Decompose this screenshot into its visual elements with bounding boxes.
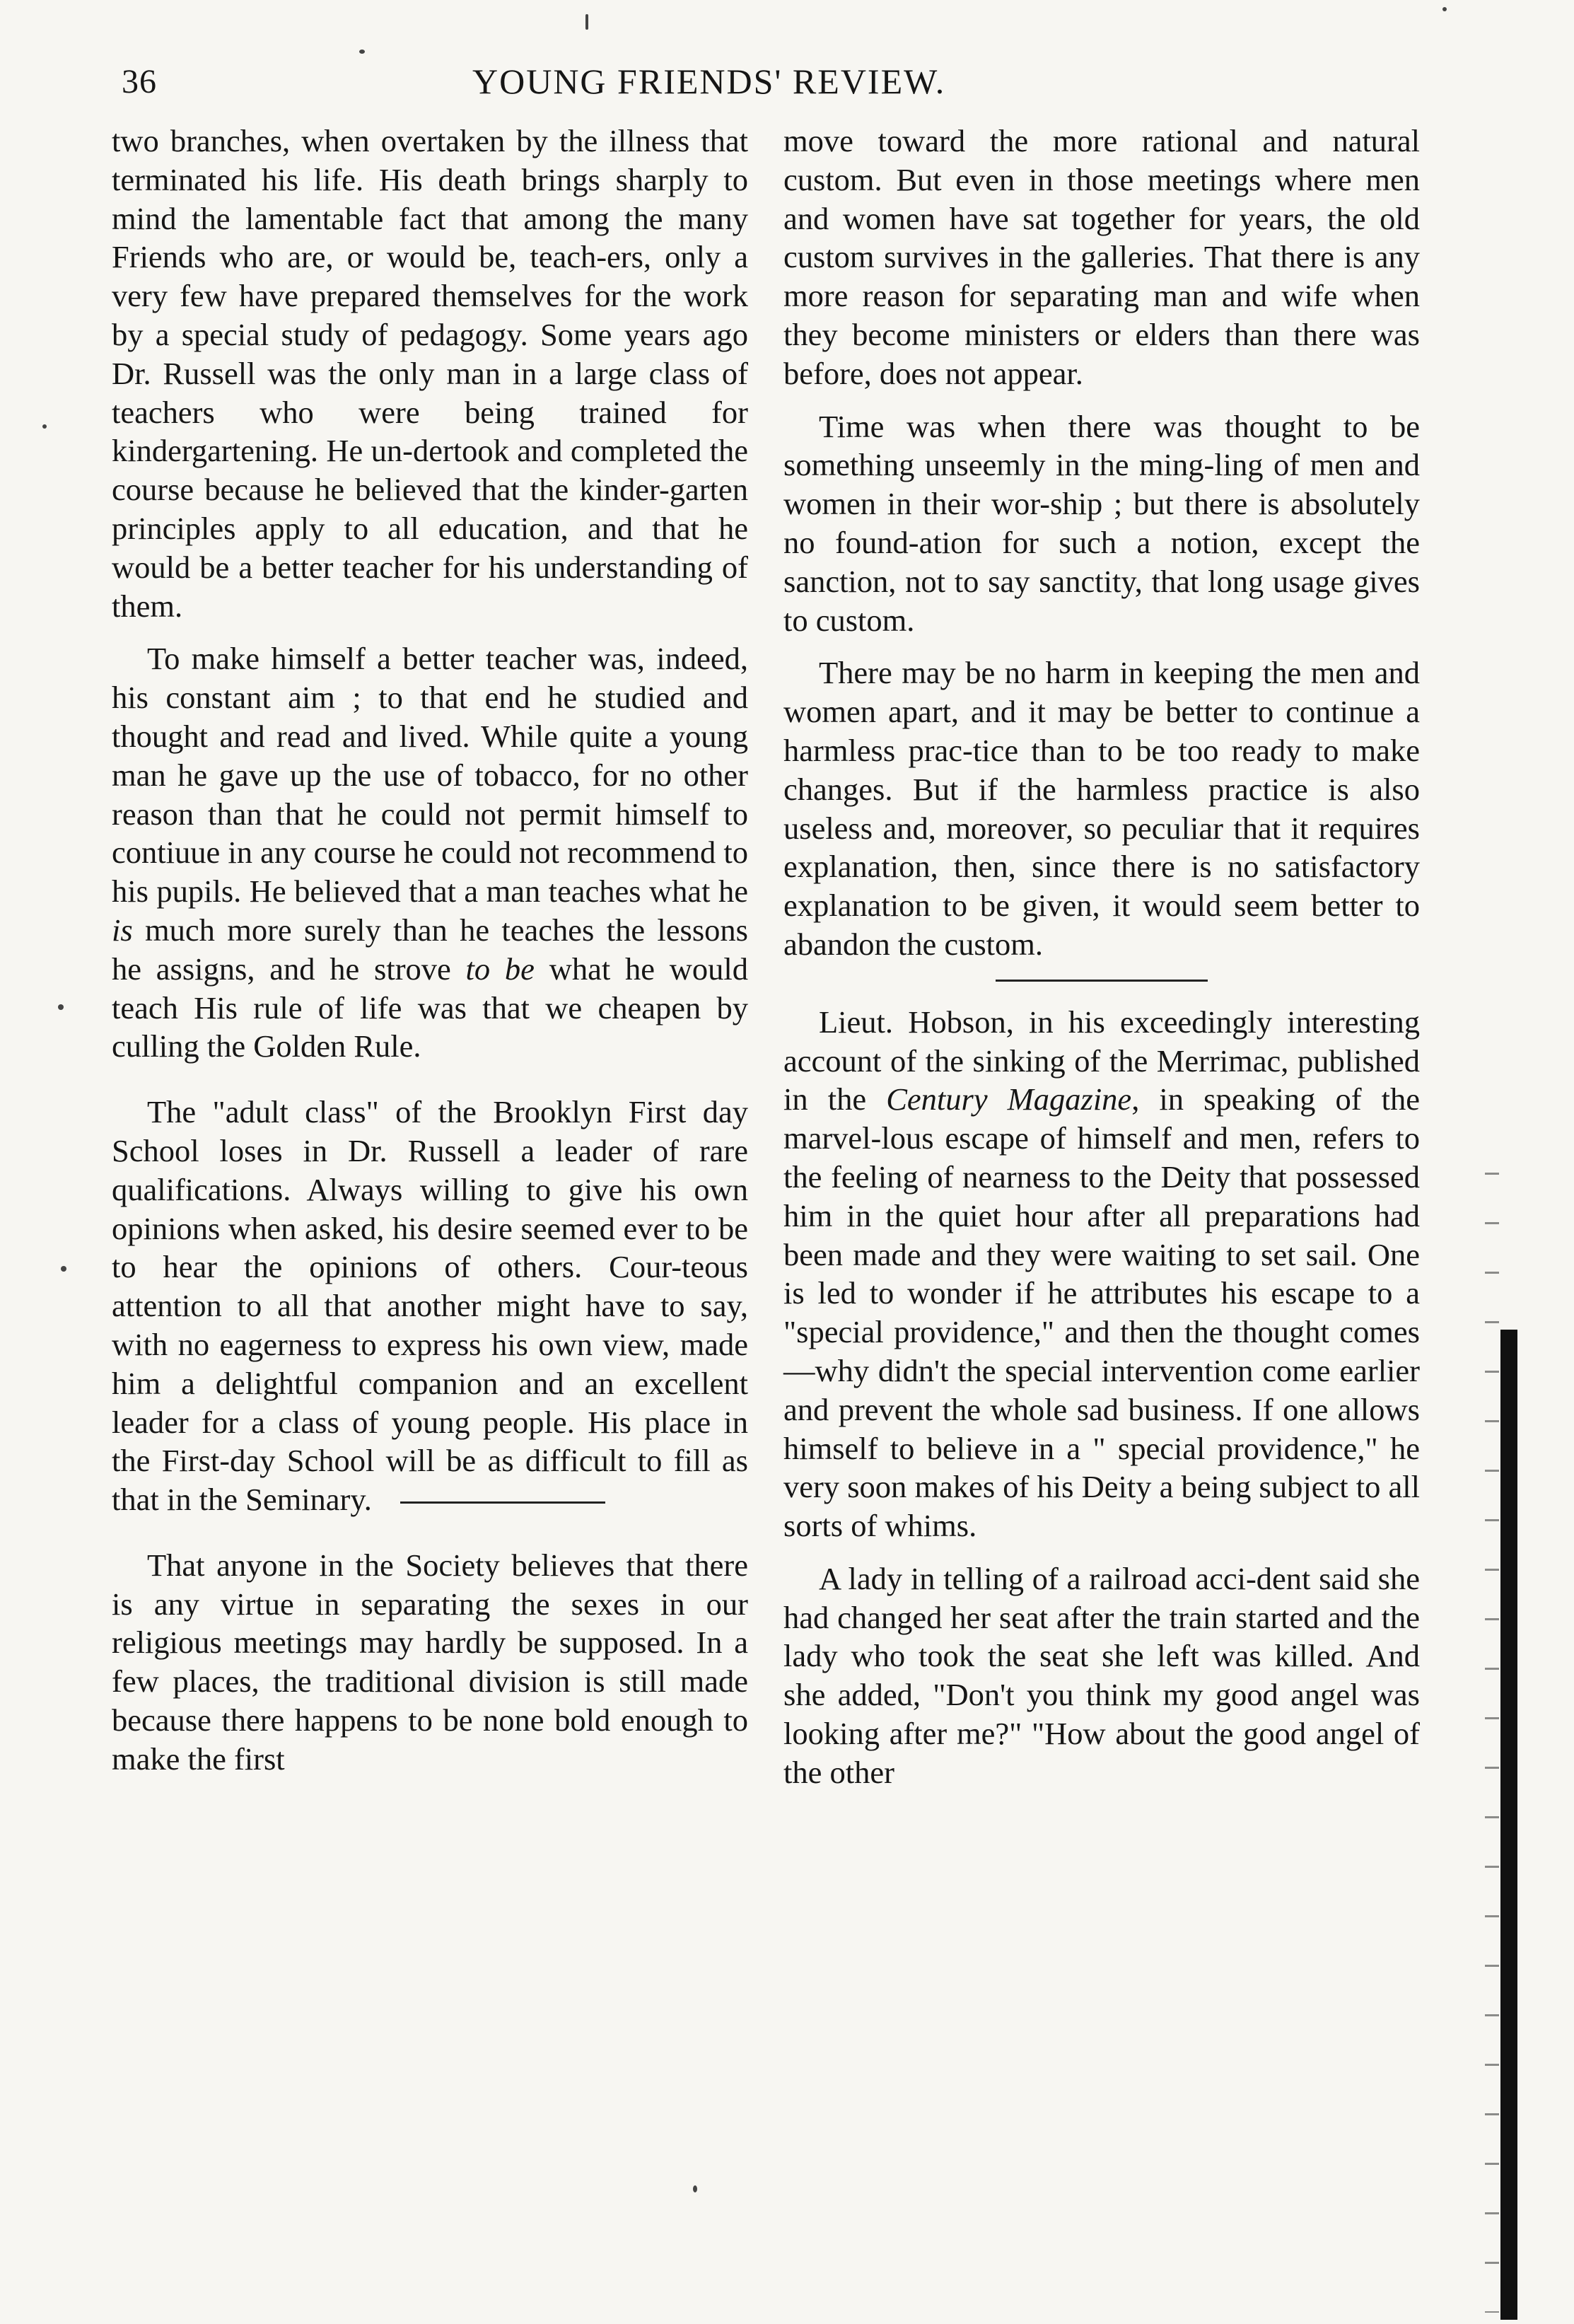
paragraph: move toward the more rational and natural custom. But even in those meetings where men and women have sat together for years, the old custom survives in the galleries. That there is any more reason for separating man and wife when they become ministers or elders than there was before, does not appear. bbox=[783, 123, 1420, 391]
paragraph-text: The "adult class" of the Brooklyn First day School loses in Dr. Russell a leader of rare qualifications. Always willing to give his own opinions when asked, his desire seemed ever to be to hear the opinions of others. Cour-teous attention to all that another might have to say, with no eagerness to express his own view, made him a delightful companion and an excellent leader for a class of young people. His place in the First-day School will be as difficult to fill as that in the Seminary. bbox=[112, 1094, 748, 1518]
right-column bbox=[783, 122, 1420, 1792]
paragraph: A lady in telling of a railroad acci-dent said she had changed her seat after the train started and the lady who took the seat she left was killed. And she added, "Don't you think my good angel was looking after me?" "How about the good angel of the other bbox=[783, 1560, 1420, 1790]
paragraph: There may be no harm in keeping the men and women apart, and it may be better to continue a harmless prac-tice than to be too ready to make changes. But if the harmless practice is also useless and, moreover, so peculiar that it requires explanation, then, since there is no satisfactory explanation to be given, it would seem better to abandon the custom. bbox=[783, 655, 1420, 962]
scan-speck bbox=[58, 1004, 64, 1010]
scan-edge-bar bbox=[1500, 1330, 1517, 2320]
section-rule bbox=[400, 1501, 605, 1504]
scan-speck bbox=[61, 1266, 66, 1272]
scan-speck bbox=[359, 50, 365, 54]
paragraph: two branches, when overtaken by the illness that terminated his life. His death brings sharply to mind the lamentable fact that among the many Friends who are, or would be, teach-ers, only a very few have prepared themselves for the work by a special study of pedagogy. Some years ago Dr. Russell was the only man in a large class of teachers who were being trained for kindergartening. He un-dertook and completed the course because he believed that the kinder-garten principles apply to all education, and that he would be a better teacher for his understanding of them. bbox=[112, 123, 748, 624]
scan-speck bbox=[1442, 7, 1447, 11]
paragraph-text: what he would teach His rule of life was that we cheapen by culling the Golden Rule. bbox=[112, 951, 748, 1064]
scan-edge-specks bbox=[1485, 1146, 1499, 2313]
scan-speck bbox=[42, 424, 47, 429]
paragraph: Time was when there was thought to be something unseemly in the ming-ling of men and women in their wor-ship ; but there is absolutely no found-ation for such a notion, except the sanction, not to say sanctity, that long usage gives to custom. bbox=[783, 408, 1420, 638]
paragraph bbox=[112, 1093, 748, 1519]
paragraph-text: much more surely than he teaches the lessons he assigns, and he strove bbox=[112, 912, 748, 987]
paragraph-text: Lieut. Hobson, in his exceedingly interesting account of the sinking of the Merrimac, published in the bbox=[783, 1004, 1420, 1117]
running-title: YOUNG FRIENDS' REVIEW. bbox=[472, 62, 946, 101]
scan-speck bbox=[585, 14, 588, 30]
emphasis: to be bbox=[465, 951, 535, 987]
scan-speck bbox=[693, 2185, 697, 2192]
paragraph bbox=[783, 1003, 1420, 1545]
emphasis: Century Magazine bbox=[886, 1081, 1132, 1117]
emphasis: is bbox=[112, 912, 133, 948]
left-column bbox=[112, 122, 748, 1779]
paragraph-text: , in speaking of the marvel-lous escape of himself and men, refers to the feeling of nearness to the Deity that possessed him in the quiet hour after all preparations had been made and they were waiting to set sail. One is led to wonder if he attributes his escape to a "special providence," and then the thought comes—why didn't the special intervention come earlier and prevent the whole sad business. If one allows himself to believe in a " special providence," he very soon makes of his Deity a being subject to all sorts of whims. bbox=[783, 1081, 1420, 1544]
section-rule bbox=[996, 980, 1208, 982]
paragraph-text: To make himself a better teacher was, indeed, his constant aim ; to that end he studied and thought and read and lived. While quite a young man he gave up the use of tobacco, for no other reason than that he could not permit himself to contiuue in any course he could not recommend to his pupils. He believed that a man teaches what he bbox=[112, 641, 748, 910]
paragraph bbox=[112, 639, 748, 1066]
page-number: 36 bbox=[122, 63, 157, 100]
paragraph: That anyone in the Society believes that there is any virtue in separating the sexes in our religious meetings may hardly be supposed. In a few places, the traditional division is still made because there happens to be none bold enough to make the first bbox=[112, 1547, 748, 1777]
